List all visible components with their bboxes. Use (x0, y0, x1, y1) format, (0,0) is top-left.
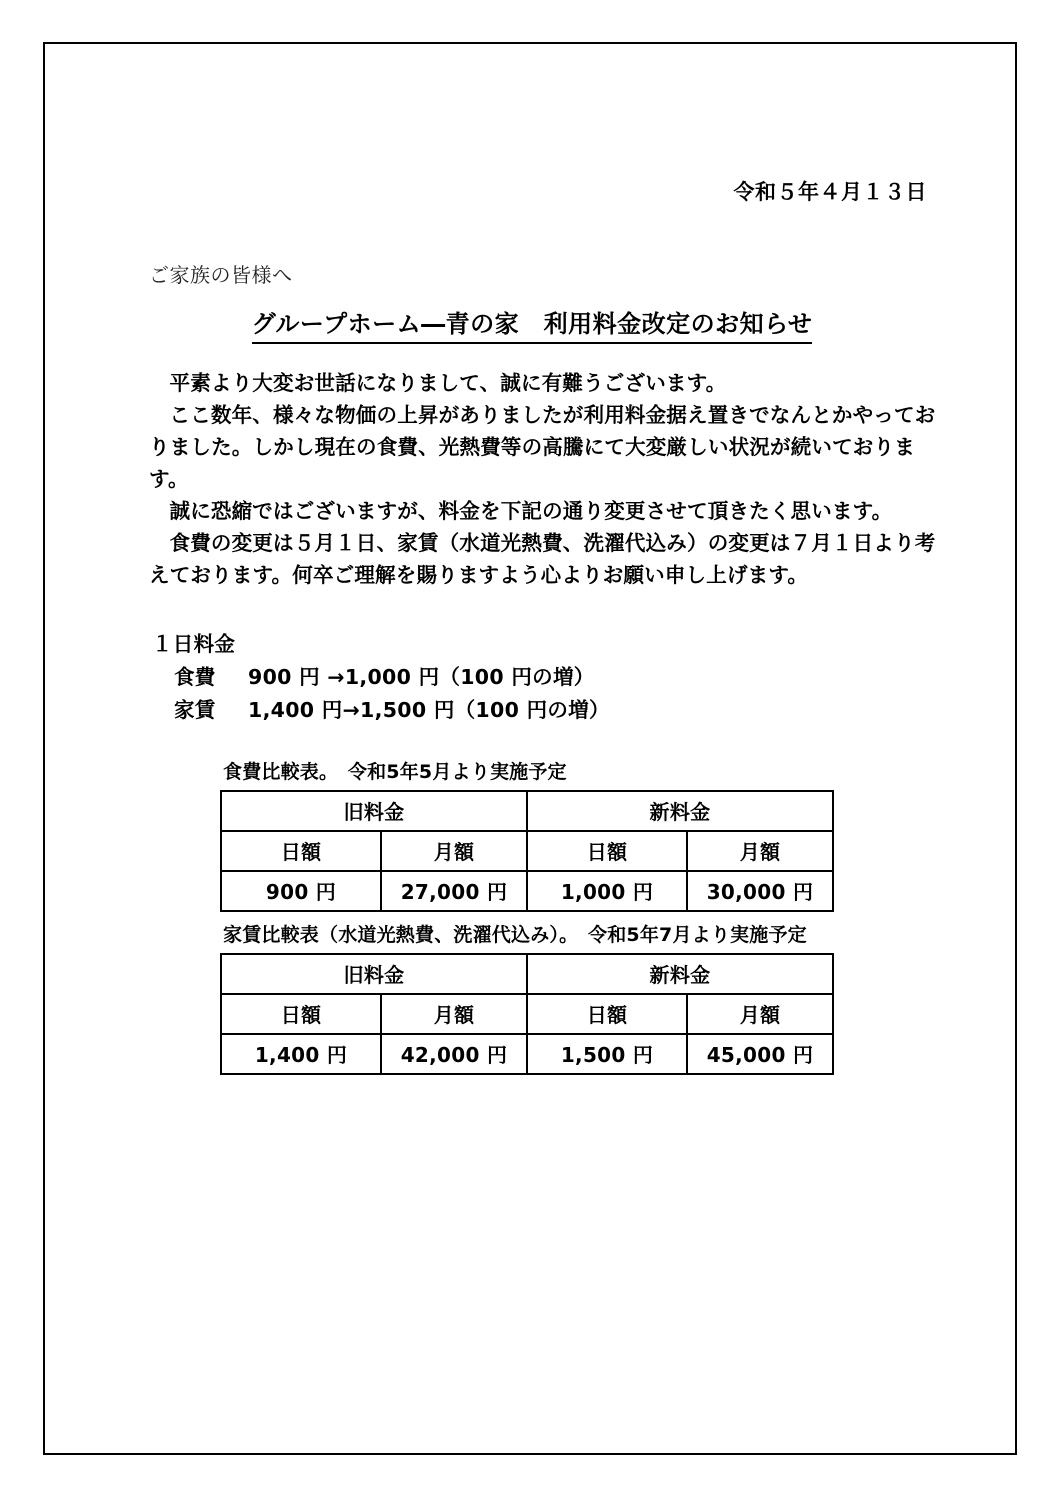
page-title (45, 304, 1019, 344)
table-row (221, 1034, 833, 1074)
rent-old-monthly-header: 月額 (381, 994, 527, 1034)
page-title-text: グループホーム―青の家 利用料金改定のお知らせ (252, 304, 813, 344)
meal-fee-comparison-section (220, 757, 834, 912)
rent-fee-comparison-section (220, 920, 834, 1075)
body-text (149, 367, 939, 591)
rent-old-daily-value: 1,400 円 (221, 1034, 381, 1074)
daily-rate-rent (152, 694, 752, 727)
meal-new-monthly-header: 月額 (687, 831, 833, 871)
rent-new-daily-value: 1,500 円 (527, 1034, 687, 1074)
table-row-group-header (221, 954, 833, 994)
meal-old-daily-header: 日額 (221, 831, 381, 871)
rent-new-daily-header: 日額 (527, 994, 687, 1034)
page-content (45, 44, 1019, 1457)
paragraph-3: 誠に恐縮ではございますが、料金を下記の通り変更させて頂きたく思います。 (169, 499, 893, 523)
rent-new-fee-header: 新料金 (527, 954, 833, 994)
meal-old-monthly-value: 27,000 円 (381, 871, 527, 911)
meal-new-fee-header: 新料金 (527, 791, 833, 831)
rent-new-monthly-header: 月額 (687, 994, 833, 1034)
table-row-column-header (221, 994, 833, 1034)
paragraph-4: 食費の変更は５月１日、家賃（水道光熱費、洗濯代込み）の変更は７月１日より考えております。何卒ご理解を賜りますよう心よりお願い申し上げます。 (149, 531, 936, 587)
paragraph-1: 平素より大変お世話になりまして、誠に有難うございます。 (169, 371, 727, 395)
meal-new-daily-value: 1,000 円 (527, 871, 687, 911)
rent-fee-table-caption: 家賃比較表（水道光熱費、洗濯代込み）。 令和5年7月より実施予定 (223, 924, 807, 946)
paragraph-2: ここ数年、様々な物価の上昇がありましたが利用料金据え置きでなんとかやっておりました。しかし現在の食費、光熱費等の高騰にて大変厳しい状況が続いております。 (149, 403, 936, 491)
rent-old-monthly-value: 42,000 円 (381, 1034, 527, 1074)
meal-new-daily-header: 日額 (527, 831, 687, 871)
meal-old-daily-value: 900 円 (221, 871, 381, 911)
meal-fee-table (220, 790, 834, 912)
rent-old-fee-header: 旧料金 (221, 954, 527, 994)
meal-new-monthly-value: 30,000 円 (687, 871, 833, 911)
daily-rate-meal-label: 食費 (174, 665, 216, 689)
rent-old-daily-header: 日額 (221, 994, 381, 1034)
daily-rate-meal-value: 900 円 →1,000 円（100 円の増） (248, 665, 595, 689)
table-row (221, 871, 833, 911)
meal-old-monthly-header: 月額 (381, 831, 527, 871)
daily-rate-rent-value: 1,400 円→1,500 円（100 円の増） (248, 698, 610, 722)
daily-rate-rent-label: 家賃 (174, 698, 216, 722)
document-date: 令和５年４月１３日 (733, 180, 927, 204)
table-row-group-header (221, 791, 833, 831)
rent-new-monthly-value: 45,000 円 (687, 1034, 833, 1074)
daily-rate-heading: １日料金 (152, 632, 236, 656)
table-row-column-header (221, 831, 833, 871)
meal-fee-table-caption: 食費比較表。 令和5年5月より実施予定 (223, 761, 567, 783)
daily-rate-meal (152, 661, 752, 694)
page-frame (43, 42, 1017, 1455)
salutation: ご家族の皆様へ (149, 263, 293, 287)
meal-old-fee-header: 旧料金 (221, 791, 527, 831)
rent-fee-table (220, 953, 834, 1075)
daily-rate-section (152, 628, 752, 727)
